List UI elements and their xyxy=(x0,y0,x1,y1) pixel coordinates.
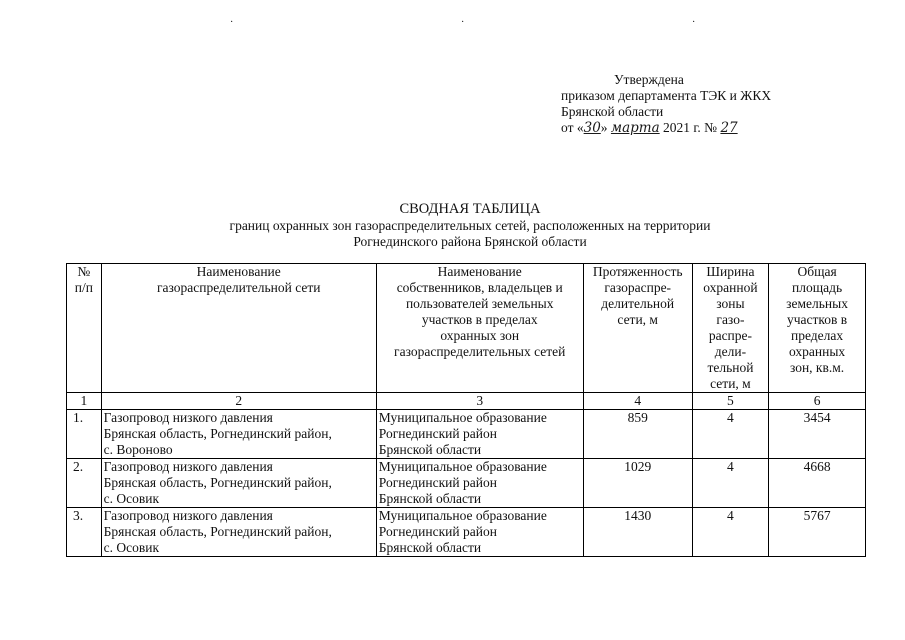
document-title: СВОДНАЯ ТАБЛИЦА xyxy=(399,201,541,217)
header-row xyxy=(67,264,866,393)
date-year: 2021 г. xyxy=(663,120,701,135)
scan-speck: · xyxy=(692,17,696,28)
row-number: 1. xyxy=(67,410,102,459)
network-name-cell: Газопровод низкого давления Брянская область, Рогнединский район, с. Осовик xyxy=(101,508,376,557)
owner-cell: Муниципальное образование Рогнединский район Брянской области xyxy=(376,459,583,508)
approval-region-line: Брянской области xyxy=(561,104,664,119)
column-number: 4 xyxy=(583,393,692,410)
summary-table xyxy=(66,263,866,557)
row-number: 3. xyxy=(67,508,102,557)
network-name-cell: Газопровод низкого давления Брянская область, Рогнединский район, с. Осовик xyxy=(101,459,376,508)
approval-stamp xyxy=(561,72,861,136)
table-row xyxy=(67,508,866,557)
owner-cell: Муниципальное образование Рогнединский район Брянской области xyxy=(376,410,583,459)
document-subtitle-2: Рогнединского района Брянской области xyxy=(353,234,587,249)
date-month: марта xyxy=(610,120,660,136)
table-row xyxy=(67,459,866,508)
scan-speck: · xyxy=(230,17,234,28)
column-number: 5 xyxy=(692,393,768,410)
approval-order-line: приказом департамента ТЭК и ЖКХ xyxy=(561,88,772,103)
header-cell-number: № п/п xyxy=(67,264,102,393)
length-cell: 859 xyxy=(583,410,692,459)
header-cell-length: Протяженность газораспре- делительной сети, м xyxy=(583,264,692,393)
area-cell: 3454 xyxy=(769,410,866,459)
column-number: 6 xyxy=(769,393,866,410)
width-cell: 4 xyxy=(692,459,768,508)
owner-cell: Муниципальное образование Рогнединский район Брянской области xyxy=(376,508,583,557)
length-cell: 1430 xyxy=(583,508,692,557)
date-prefix: от « xyxy=(561,120,584,135)
header-cell-network: Наименование газораспределительной сети xyxy=(101,264,376,393)
column-number: 2 xyxy=(101,393,376,410)
approval-title: Утверждена xyxy=(614,72,684,87)
document-heading xyxy=(140,201,800,250)
header-cell-area: Общая площадь земельных участков в пределах охранных зон, кв.м. xyxy=(769,264,866,393)
approval-date-line xyxy=(561,120,861,136)
column-number: 1 xyxy=(67,393,102,410)
header-cell-owner: Наименование собственников, владельцев и пользователей земельных участков в пределах охранных зон газораспределительных сетей xyxy=(376,264,583,393)
scan-speck: · xyxy=(461,17,465,28)
summary-table-container xyxy=(66,263,866,557)
width-cell: 4 xyxy=(692,508,768,557)
column-number-row xyxy=(67,393,866,410)
network-name-cell: Газопровод низкого давления Брянская область, Рогнединский район, с. Вороново xyxy=(101,410,376,459)
date-day: 30 xyxy=(583,120,601,136)
width-cell: 4 xyxy=(692,410,768,459)
number-prefix: № xyxy=(704,120,718,135)
length-cell: 1029 xyxy=(583,459,692,508)
table-row xyxy=(67,410,866,459)
order-number: 27 xyxy=(720,120,738,136)
column-number: 3 xyxy=(376,393,583,410)
area-cell: 4668 xyxy=(769,459,866,508)
document-subtitle-1: границ охранных зон газораспределительных сетей, расположенных на территории xyxy=(229,218,711,233)
header-cell-width: Ширина охранной зоны газо- распре- дели- тельной сети, м xyxy=(692,264,768,393)
area-cell: 5767 xyxy=(769,508,866,557)
date-mid: » xyxy=(600,120,608,135)
row-number: 2. xyxy=(67,459,102,508)
